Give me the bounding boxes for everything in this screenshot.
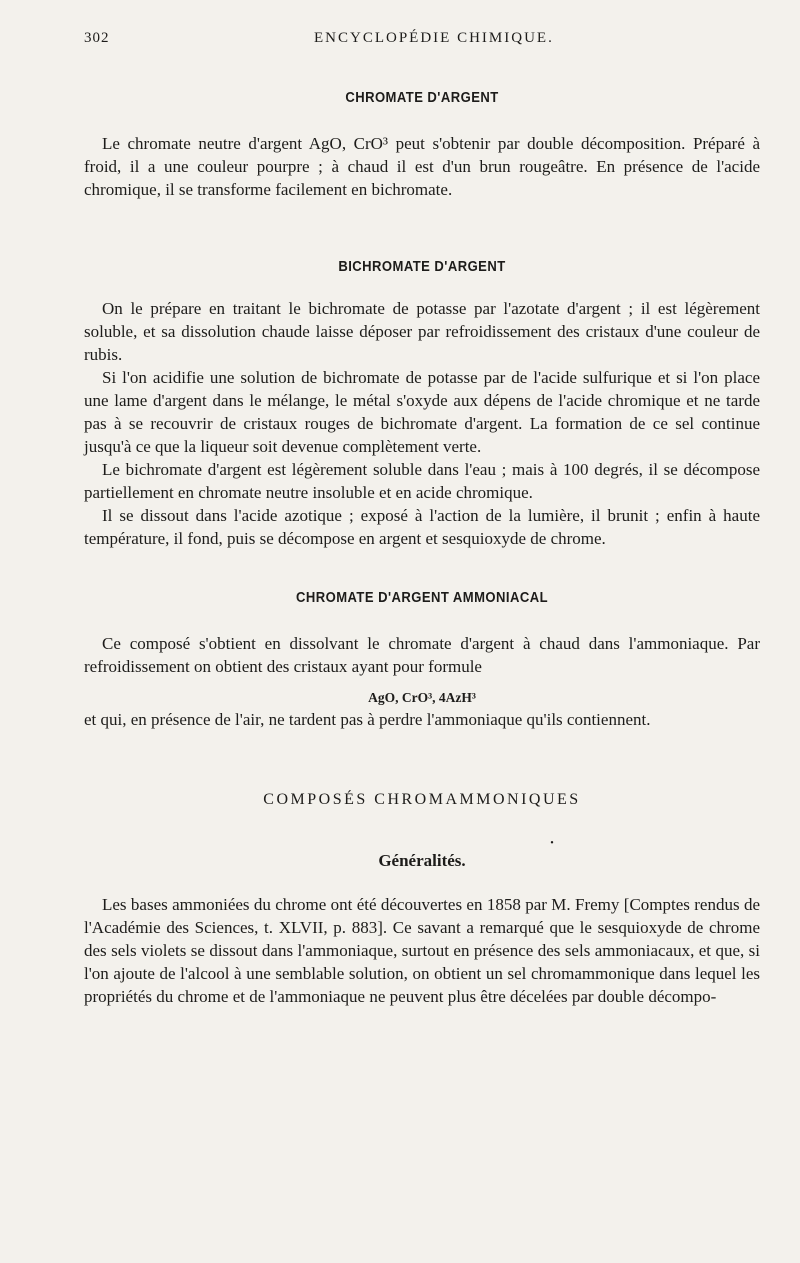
section-title-composes: COMPOSÉS CHROMAMMONIQUES: [263, 791, 581, 808]
paragraph: Ce composé s'obtient en dissolvant le chromate d'argent à chaud dans l'ammoniaque. Par refroidissement on obtient des cristaux ayant pour formule: [84, 634, 760, 676]
section-title-ammoniacal: CHROMATE D'ARGENT AMMONIACAL: [295, 590, 549, 606]
page-number: 302: [84, 30, 110, 46]
chemical-formula: AgO, CrO³, 4AzH³: [368, 690, 476, 705]
paragraph: On le prépare en traitant le bichromate de potasse par l'azotate d'argent ; il est légèrement soluble, et sa dissolution chaude laisse déposer par refroidissement des cristaux d'une couleur de rubis.: [84, 299, 760, 364]
paragraph: et qui, en présence de l'air, ne tardent pas à perdre l'ammoniaque qu'ils contiennent.: [84, 710, 651, 729]
paragraph: Si l'on acidifie une solution de bichromate de potasse par de l'acide sulfurique et si l'on place une lame d'argent dans le mélange, le métal s'oxyde aux dépens de l'acide chromique et ne tarde pas à se recouvrir de cristaux rouges de bichromate d'argent. La formation de ce sel continue jusqu'à ce que la liqueur soit devenue complètement verte.: [84, 368, 760, 456]
paragraph: Il se dissout dans l'acide azotique ; exposé à l'action de la lumière, il brunit ; enfin à haute température, il fond, puis se décompose en argent et sesquioxyde de chrome.: [84, 506, 760, 548]
subsection-title: Généralités.: [378, 851, 466, 870]
paragraph: Le bichromate d'argent est légèrement soluble dans l'eau ; mais à 100 degrés, il se décompose partiellement en chromate neutre insoluble et en acide chromique.: [84, 460, 760, 502]
section-title-bichromate: BICHROMATE D'ARGENT: [338, 259, 506, 275]
ornament-dot: •: [550, 838, 554, 849]
running-header: [84, 30, 760, 54]
page-content: [84, 90, 760, 1008]
running-title: ENCYCLOPÉDIE CHIMIQUE.: [314, 30, 554, 46]
section-title-chromate: CHROMATE D'ARGENT: [345, 90, 499, 106]
paragraph: Les bases ammoniées du chrome ont été découvertes en 1858 par M. Fremy [Comptes rendus de l'Académie des Sciences, t. XLVII, p. 883]. Ce savant a remarqué que le sesquioxyde de chrome des sels violets se dissout dans l'ammoniaque, surtout en présence des sels ammoniacaux, et que, si l'on ajoute de l'alcool à une semblable solution, on obtient un sel chromammonique dans lequel les propriétés du chrome et de l'ammoniaque ne peuvent plus être décelées par double décompo-: [84, 895, 760, 1006]
paragraph: Le chromate neutre d'argent AgO, CrO³ peut s'obtenir par double décomposition. Préparé à froid, il a une couleur pourpre ; à chaud il est d'un brun rougeâtre. En présence de l'acide chromique, il se transforme facilement en bichromate.: [84, 134, 760, 199]
